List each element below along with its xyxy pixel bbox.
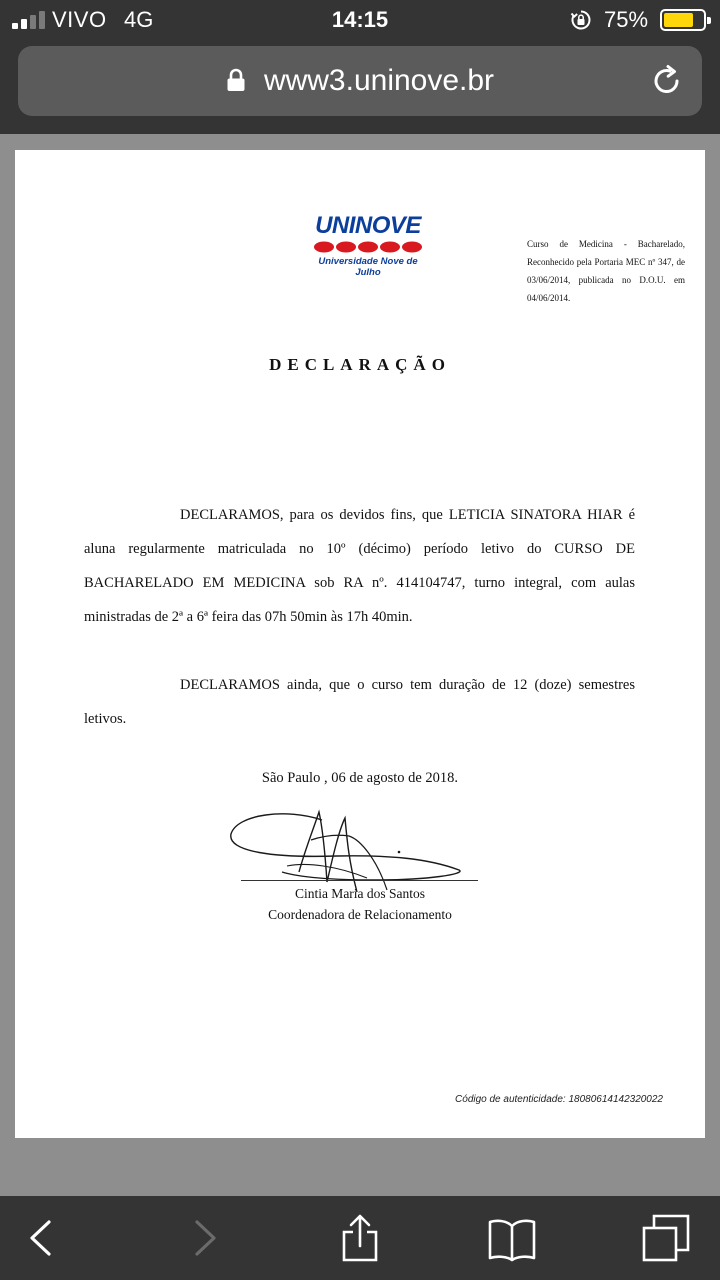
course-info: Curso de Medicina - Bacharelado, Reconhecido pela Portaria MEC nº 347, de 03/06/2014, publicada no D.O.U. em 04/06/2014. — [527, 239, 685, 303]
lock-icon — [226, 68, 246, 92]
network-type: 4G — [124, 7, 154, 32]
tabs-icon[interactable] — [642, 1214, 690, 1262]
document-page — [15, 150, 705, 1138]
logo-dots — [312, 241, 424, 253]
authenticity-code: Código de autenticidade: 18080614142320022 — [455, 1094, 663, 1105]
back-icon[interactable] — [18, 1214, 66, 1262]
carrier-name: VIVO — [52, 7, 107, 32]
url-text[interactable]: www3.uninove.br — [263, 64, 495, 97]
battery-percentage: 75% — [604, 7, 649, 32]
battery-icon — [660, 9, 706, 31]
declaration-paragraph: DECLARAMOS, para os devidos fins, que LETICIA SINATORA HIAR é aluna regularmente matriculada no 10º (décimo) período letivo do CURSO DE BACHARELADO EM MEDICINA sob RA nº. 414104747, turno integral, com aulas ministradas de 2ª a 6ª feira das 07h 50min às 17h 40min. — [84, 507, 635, 625]
logo-subtitle: Universidade Nove de Julho — [318, 256, 418, 278]
logo-wordmark: UNINOVE — [315, 212, 421, 239]
date-line: São Paulo , 06 de agosto de 2018. — [261, 770, 459, 786]
signer-role: Coordenadora de Relacionamento — [268, 907, 452, 922]
url-bar[interactable] — [18, 46, 702, 116]
signature-line — [241, 880, 478, 881]
clock: 14:15 — [331, 7, 389, 32]
reload-icon[interactable] — [650, 64, 684, 98]
bookmarks-icon[interactable] — [488, 1214, 536, 1262]
duration-paragraph: DECLARAMOS ainda, que o curso tem duração de 12 (doze) semestres letivos. — [84, 677, 635, 727]
status-bar — [0, 0, 720, 40]
browser-toolbar — [0, 1196, 720, 1280]
browser-top-chrome — [0, 0, 720, 134]
rotation-lock-icon — [570, 9, 592, 31]
forward-icon[interactable] — [180, 1214, 228, 1262]
signer-name: Cintia Maria dos Santos — [294, 886, 426, 901]
share-icon[interactable] — [336, 1214, 384, 1262]
signature-drawing — [227, 800, 482, 900]
uninove-logo — [310, 212, 426, 278]
document-title: DECLARAÇÃO — [269, 355, 451, 374]
